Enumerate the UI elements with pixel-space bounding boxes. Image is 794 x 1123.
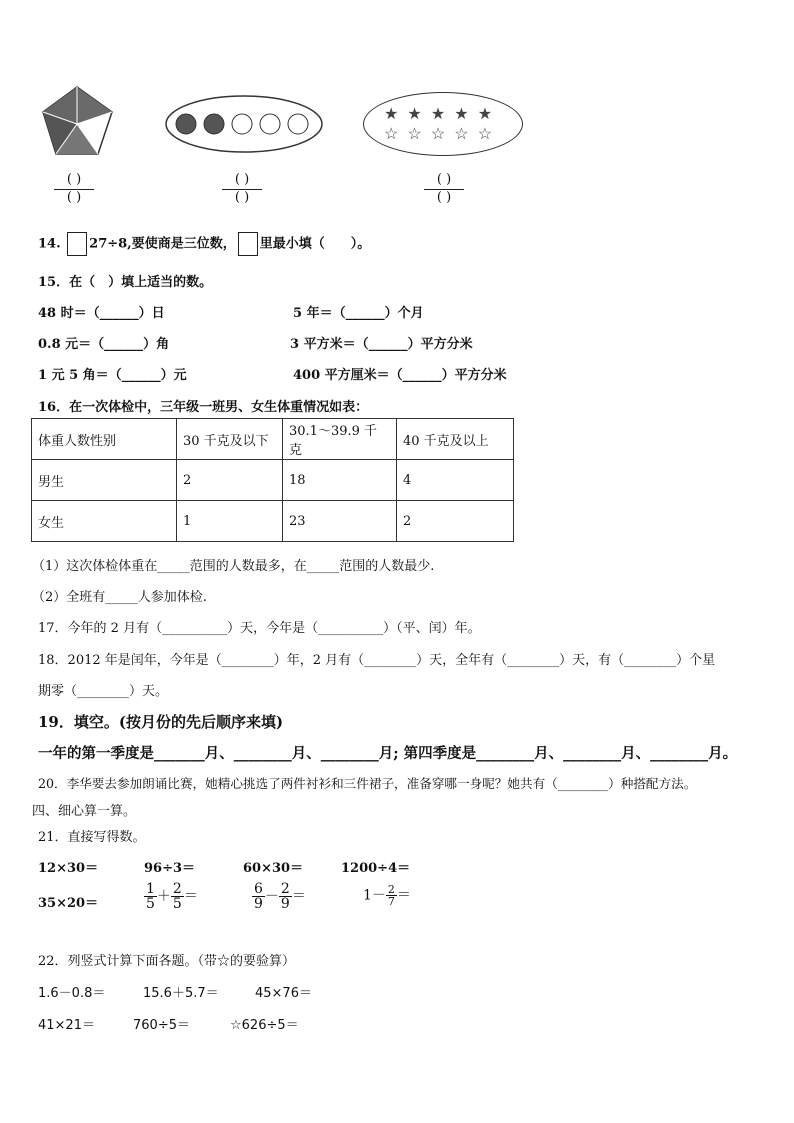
blank-box-1 <box>67 232 87 256</box>
question-18-line1: 18．2012 年是闰年，今年是（________）年，2 月有（________）天，全年有（________）天，有（________）个星 <box>38 653 716 668</box>
table-cell: 2 <box>177 460 283 501</box>
q15-row3-left: 1 元 5 角＝（______）元 <box>38 368 187 383</box>
calc-item: 760÷5＝ <box>133 1018 190 1033</box>
weight-table <box>31 418 514 542</box>
calc-item: 60×30＝ <box>243 861 304 876</box>
fraction-expr-c: 1－ $\frac{2}{7}$ ＝ <box>363 883 411 908</box>
pentagon-figure <box>40 84 115 159</box>
question-19-body: 一年的第一季度是_______月、________月、________月; 第四季度是________月、________月、________月。 <box>38 745 738 762</box>
table-header: 30 千克及以下 <box>177 419 283 460</box>
question-21-title: 21．直接写得数。 <box>38 830 146 845</box>
fraction-blank-2: ( ) ( ) <box>222 172 262 205</box>
q16-sub2: （2）全班有_____人参加体检. <box>32 590 207 605</box>
q15-row1-left: 48 时＝（______）日 <box>38 306 165 321</box>
circle-3 <box>232 114 252 134</box>
blank-box-2 <box>238 232 258 256</box>
question-19-title: 19．填空。(按月份的先后顺序来填) <box>38 713 284 731</box>
fraction-expr-b: $\frac{6}{9}$ － $\frac{2}{9}$ ＝ <box>254 881 306 912</box>
section-4-heading: 四、细心算一算。 <box>32 804 137 819</box>
question-16-title: 16．在一次体检中，三年级一班男、女生体重情况如表： <box>38 400 369 415</box>
q15-row1-right: 5 年＝（______）个月 <box>293 306 424 321</box>
calc-item: 41×21＝ <box>38 1018 95 1033</box>
calc-item: ☆626÷5＝ <box>230 1018 299 1033</box>
table-cell: 18 <box>283 460 397 501</box>
question-18-line2: 期零（________）天。 <box>38 684 169 699</box>
calc-item: 35×20＝ <box>38 896 99 911</box>
calc-item: 45×76＝ <box>255 986 312 1001</box>
calc-item: 1200÷4＝ <box>341 861 411 876</box>
question-17: 17．今年的 2 月有（__________）天，今年是（__________）（平、闰）年。 <box>38 621 481 636</box>
circle-2 <box>204 114 224 134</box>
fraction-blank-3: ( ) ( ) <box>424 172 464 205</box>
calc-item: 12×30＝ <box>38 861 99 876</box>
fraction-blank-1: ( ) ( ) <box>54 172 94 205</box>
q15-row3-right: 400 平方厘米＝（______）平方分米 <box>293 368 507 383</box>
circle-1 <box>176 114 196 134</box>
table-cell: 男生 <box>32 460 177 501</box>
circle-4 <box>260 114 280 134</box>
calc-item: 15.6＋5.7＝ <box>143 986 219 1001</box>
calc-item: 96÷3＝ <box>144 861 196 876</box>
table-row <box>32 501 514 542</box>
q15-row2-right: 3 平方米＝（______）平方分米 <box>290 337 473 352</box>
empty-stars: ☆ ☆ ☆ ☆ ☆ <box>384 124 495 143</box>
circles-ellipse-figure <box>164 94 324 154</box>
fraction-expr-a: $\frac{1}{5}$ ＋ $\frac{2}{5}$ ＝ <box>146 881 198 912</box>
calc-item: 1.6－0.8＝ <box>38 986 106 1001</box>
table-header: 40 千克及以上 <box>397 419 514 460</box>
filled-stars: ★ ★ ★ ★ ★ <box>384 104 495 123</box>
table-cell: 4 <box>397 460 514 501</box>
table-header: 30.1～39.9 千克 <box>283 419 397 460</box>
question-14: 14. 27÷8,要使商是三位数， 里最小填（ ）。 <box>38 232 370 256</box>
q15-row2-left: 0.8 元＝（______）角 <box>38 337 170 352</box>
table-cell: 女生 <box>32 501 177 542</box>
table-cell: 2 <box>397 501 514 542</box>
table-cell: 23 <box>283 501 397 542</box>
table-row <box>32 460 514 501</box>
question-20: 20．李华要去参加朗诵比赛，她精心挑选了两件衬衫和三件裙子，准备穿哪一身呢？她共有（________）种搭配方法。 <box>38 776 697 791</box>
question-22-title: 22．列竖式计算下面各题。（带☆的要验算） <box>38 954 296 969</box>
circle-5 <box>288 114 308 134</box>
question-15-title: 15．在（ ）填上适当的数。 <box>38 275 213 290</box>
table-header: 体重人数性别 <box>32 419 177 460</box>
q16-sub1: （1）这次体检体重在_____范围的人数最多，在_____范围的人数最少. <box>32 559 435 574</box>
table-cell: 1 <box>177 501 283 542</box>
